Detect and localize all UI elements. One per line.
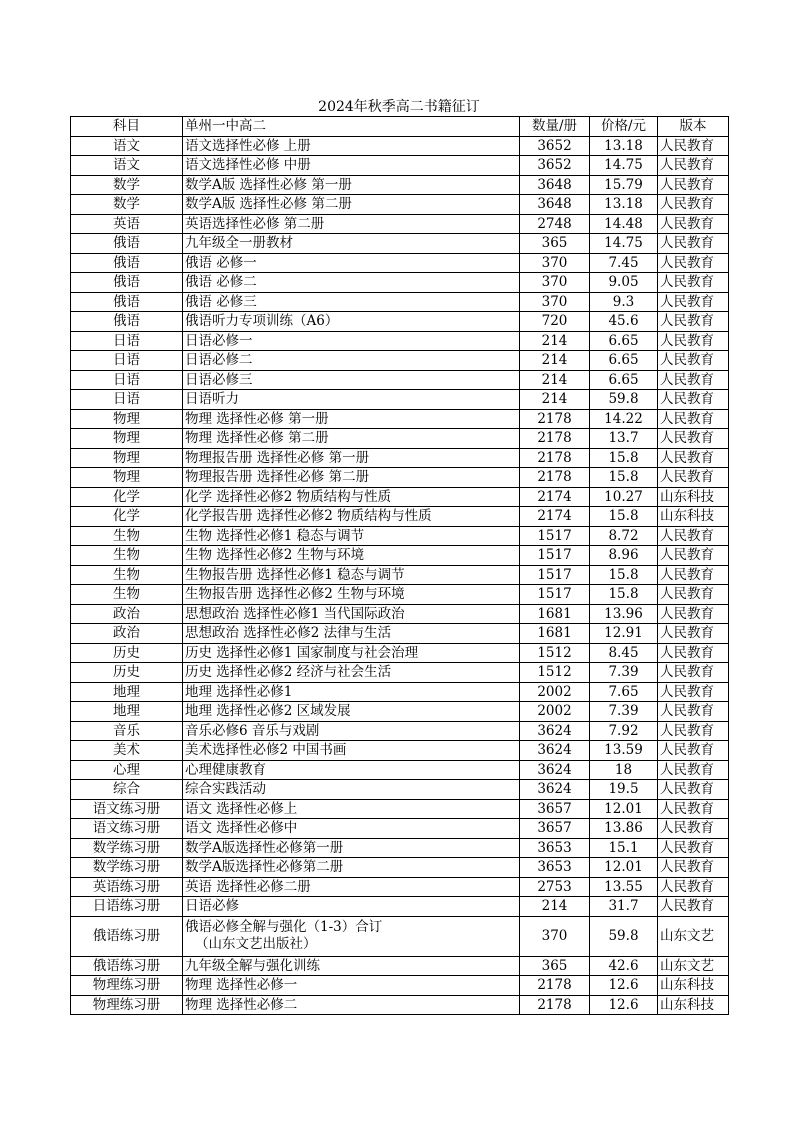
table-row: [71, 780, 729, 800]
price-cell: 9.05: [590, 273, 658, 293]
book-name-cell: 九年级全解与强化训练: [183, 956, 520, 976]
header-edition: 版本: [658, 117, 729, 137]
book-name-cell: 思想政治 选择性必修2 法律与生活: [183, 624, 520, 644]
edition-cell: 人民教育: [658, 643, 729, 663]
subject-cell: 英语练习册: [71, 877, 183, 897]
edition-cell: 山东科技: [658, 507, 729, 527]
book-name-cell: 日语必修三: [183, 370, 520, 390]
book-name-cell: 物理 选择性必修一: [183, 976, 520, 996]
book-name-cell: 物理 选择性必修 第二册: [183, 429, 520, 449]
subject-cell: 日语: [71, 370, 183, 390]
subject-cell: 政治: [71, 624, 183, 644]
quantity-cell: 1517: [520, 565, 590, 585]
quantity-cell: 3657: [520, 799, 590, 819]
quantity-cell: 2002: [520, 682, 590, 702]
book-name-cell: 日语听力: [183, 390, 520, 410]
subject-cell: 俄语: [71, 273, 183, 293]
quantity-cell: 2748: [520, 214, 590, 234]
price-cell: 12.6: [590, 976, 658, 996]
header-subject: 科目: [71, 117, 183, 137]
price-cell: 12.01: [590, 799, 658, 819]
price-cell: 15.8: [590, 448, 658, 468]
table-row: [71, 897, 729, 917]
quantity-cell: 3648: [520, 195, 590, 215]
price-cell: 9.3: [590, 292, 658, 312]
table-row: [71, 468, 729, 488]
table-row: [71, 448, 729, 468]
header-quantity: 数量/册: [520, 117, 590, 137]
price-cell: 6.65: [590, 351, 658, 371]
subject-cell: 心理: [71, 760, 183, 780]
quantity-cell: 3657: [520, 819, 590, 839]
book-name-cell: 日语必修一: [183, 331, 520, 351]
quantity-cell: 2753: [520, 877, 590, 897]
subject-cell: 数学: [71, 175, 183, 195]
book-name-cell: 数学A版选择性必修第一册: [183, 838, 520, 858]
subject-cell: 音乐: [71, 721, 183, 741]
table-row: [71, 546, 729, 566]
subject-cell: 历史: [71, 643, 183, 663]
edition-cell: 人民教育: [658, 721, 729, 741]
table-row: [71, 331, 729, 351]
edition-cell: 人民教育: [658, 624, 729, 644]
subject-cell: 历史: [71, 663, 183, 683]
book-name-cell: 物理报告册 选择性必修 第一册: [183, 448, 520, 468]
edition-cell: 人民教育: [658, 546, 729, 566]
price-cell: 8.45: [590, 643, 658, 663]
price-cell: 13.18: [590, 136, 658, 156]
table-row: [71, 819, 729, 839]
price-cell: 10.27: [590, 487, 658, 507]
subject-cell: 化学: [71, 487, 183, 507]
quantity-cell: 2178: [520, 995, 590, 1015]
price-cell: 13.86: [590, 819, 658, 839]
table-row: [71, 585, 729, 605]
table-row: [71, 604, 729, 624]
subject-cell: 日语练习册: [71, 897, 183, 917]
edition-cell: 人民教育: [658, 273, 729, 293]
price-cell: 13.55: [590, 877, 658, 897]
quantity-cell: 214: [520, 331, 590, 351]
price-cell: 14.22: [590, 409, 658, 429]
price-cell: 7.45: [590, 253, 658, 273]
price-cell: 14.48: [590, 214, 658, 234]
edition-cell: 人民教育: [658, 799, 729, 819]
edition-cell: 人民教育: [658, 351, 729, 371]
price-cell: 7.39: [590, 702, 658, 722]
book-name-cell: 语文选择性必修 上册: [183, 136, 520, 156]
book-name-cell: 地理 选择性必修2 区域发展: [183, 702, 520, 722]
table-row: [71, 624, 729, 644]
book-name-cell: 九年级全一册教材: [183, 234, 520, 254]
quantity-cell: 1517: [520, 585, 590, 605]
edition-cell: 山东科技: [658, 976, 729, 996]
quantity-cell: 370: [520, 916, 590, 956]
price-cell: 7.65: [590, 682, 658, 702]
edition-cell: 人民教育: [658, 370, 729, 390]
edition-cell: 人民教育: [658, 136, 729, 156]
table-row: [71, 702, 729, 722]
book-name-cell: 日语必修: [183, 897, 520, 917]
book-name-cell: 日语必修二: [183, 351, 520, 371]
subject-cell: 英语: [71, 214, 183, 234]
price-cell: 15.8: [590, 565, 658, 585]
subject-cell: 综合: [71, 780, 183, 800]
edition-cell: 人民教育: [658, 877, 729, 897]
table-row: [71, 663, 729, 683]
edition-cell: 人民教育: [658, 526, 729, 546]
subject-cell: 地理: [71, 702, 183, 722]
subject-cell: 生物: [71, 565, 183, 585]
edition-cell: 人民教育: [658, 858, 729, 878]
table-row: [71, 976, 729, 996]
book-name-cell: 数学A版 选择性必修 第一册: [183, 175, 520, 195]
book-name-cell: 数学A版选择性必修第二册: [183, 858, 520, 878]
subject-cell: 日语: [71, 390, 183, 410]
table-row: [71, 390, 729, 410]
price-cell: 59.8: [590, 916, 658, 956]
book-name-cell: 俄语 必修一: [183, 253, 520, 273]
quantity-cell: 2178: [520, 409, 590, 429]
book-name-cell: 俄语听力专项训练（A6）: [183, 312, 520, 332]
book-name-line-2: （山东文艺出版社）: [195, 936, 317, 952]
book-name-cell: 思想政治 选择性必修1 当代国际政治: [183, 604, 520, 624]
edition-cell: 人民教育: [658, 585, 729, 605]
subject-cell: 物理: [71, 448, 183, 468]
quantity-cell: 3652: [520, 156, 590, 176]
subject-cell: 数学: [71, 195, 183, 215]
book-name-cell: 俄语 必修三: [183, 292, 520, 312]
edition-cell: 人民教育: [658, 195, 729, 215]
table-row: [71, 643, 729, 663]
price-cell: 7.39: [590, 663, 658, 683]
table-row: [71, 487, 729, 507]
price-cell: 13.59: [590, 741, 658, 761]
quantity-cell: 720: [520, 312, 590, 332]
quantity-cell: 3624: [520, 780, 590, 800]
book-name-cell: 语文选择性必修 中册: [183, 156, 520, 176]
edition-cell: 人民教育: [658, 897, 729, 917]
table-row: [71, 916, 729, 956]
subject-cell: 语文练习册: [71, 819, 183, 839]
table-row: [71, 136, 729, 156]
table-row: [71, 234, 729, 254]
book-name-cell: 英语 选择性必修二册: [183, 877, 520, 897]
table-row: [71, 682, 729, 702]
table-row: [71, 526, 729, 546]
quantity-cell: 370: [520, 253, 590, 273]
subject-cell: 物理练习册: [71, 976, 183, 996]
price-cell: 31.7: [590, 897, 658, 917]
table-row: [71, 195, 729, 215]
quantity-cell: 2174: [520, 507, 590, 527]
edition-cell: 人民教育: [658, 838, 729, 858]
edition-cell: 人民教育: [658, 468, 729, 488]
table-row: [71, 409, 729, 429]
price-cell: 19.5: [590, 780, 658, 800]
price-cell: 13.18: [590, 195, 658, 215]
edition-cell: 人民教育: [658, 253, 729, 273]
quantity-cell: 1681: [520, 604, 590, 624]
subject-cell: 生物: [71, 526, 183, 546]
quantity-cell: 1512: [520, 663, 590, 683]
quantity-cell: 3648: [520, 175, 590, 195]
subject-cell: 生物: [71, 546, 183, 566]
price-cell: 15.79: [590, 175, 658, 195]
edition-cell: 人民教育: [658, 312, 729, 332]
subject-cell: 日语: [71, 331, 183, 351]
edition-cell: 人民教育: [658, 429, 729, 449]
price-cell: 6.65: [590, 331, 658, 351]
book-name-cell: 历史 选择性必修1 国家制度与社会治理: [183, 643, 520, 663]
subject-cell: 物理练习册: [71, 995, 183, 1015]
table-row: [71, 175, 729, 195]
subject-cell: 俄语练习册: [71, 916, 183, 956]
book-name-cell: 英语选择性必修 第二册: [183, 214, 520, 234]
edition-cell: 人民教育: [658, 604, 729, 624]
table-row: [71, 253, 729, 273]
subject-cell: 语文: [71, 136, 183, 156]
quantity-cell: 2178: [520, 468, 590, 488]
subject-cell: 物理: [71, 468, 183, 488]
subject-cell: 化学: [71, 507, 183, 527]
quantity-cell: 3624: [520, 760, 590, 780]
subject-cell: 语文练习册: [71, 799, 183, 819]
subject-cell: 地理: [71, 682, 183, 702]
price-cell: 42.6: [590, 956, 658, 976]
subject-cell: 物理: [71, 429, 183, 449]
book-name-cell: 物理 选择性必修 第一册: [183, 409, 520, 429]
subject-cell: 日语: [71, 351, 183, 371]
table-row: [71, 370, 729, 390]
table-row: [71, 292, 729, 312]
price-cell: 45.6: [590, 312, 658, 332]
book-name-cell: 心理健康教育: [183, 760, 520, 780]
edition-cell: 人民教育: [658, 292, 729, 312]
edition-cell: 人民教育: [658, 565, 729, 585]
table-row: [71, 351, 729, 371]
book-name-cell: 美术选择性必修2 中国书画: [183, 741, 520, 761]
header-school: 单州一中高二: [183, 117, 520, 137]
table-row: [71, 312, 729, 332]
quantity-cell: 3652: [520, 136, 590, 156]
table-row: [71, 565, 729, 585]
subject-cell: 俄语: [71, 312, 183, 332]
quantity-cell: 365: [520, 234, 590, 254]
table-row: [71, 273, 729, 293]
page-title: 2024年秋季高二书籍征订: [318, 99, 480, 115]
subject-cell: 数学练习册: [71, 858, 183, 878]
subject-cell: 俄语: [71, 234, 183, 254]
price-cell: 12.91: [590, 624, 658, 644]
book-name-cell: 音乐必修6 音乐与戏剧: [183, 721, 520, 741]
table-row: [71, 995, 729, 1015]
quantity-cell: 214: [520, 390, 590, 410]
book-name-line-1: 俄语必修全解与强化（1-3）合订: [185, 919, 383, 935]
book-name-cell: 地理 选择性必修1: [183, 682, 520, 702]
book-name-cell: 化学报告册 选择性必修2 物质结构与性质: [183, 507, 520, 527]
quantity-cell: 3653: [520, 858, 590, 878]
edition-cell: 人民教育: [658, 331, 729, 351]
edition-cell: 山东科技: [658, 487, 729, 507]
table-row: [71, 214, 729, 234]
edition-cell: 人民教育: [658, 409, 729, 429]
edition-cell: 人民教育: [658, 214, 729, 234]
subject-cell: 语文: [71, 156, 183, 176]
edition-cell: 人民教育: [658, 819, 729, 839]
price-cell: 8.96: [590, 546, 658, 566]
subject-cell: 物理: [71, 409, 183, 429]
edition-cell: 人民教育: [658, 682, 729, 702]
price-cell: 12.6: [590, 995, 658, 1015]
table-row: [71, 799, 729, 819]
book-name-cell: 化学 选择性必修2 物质结构与性质: [183, 487, 520, 507]
quantity-cell: 370: [520, 292, 590, 312]
quantity-cell: 3653: [520, 838, 590, 858]
header-price: 价格/元: [590, 117, 658, 137]
edition-cell: 人民教育: [658, 702, 729, 722]
book-name-cell: 语文 选择性必修中: [183, 819, 520, 839]
price-cell: 12.01: [590, 858, 658, 878]
edition-cell: 人民教育: [658, 156, 729, 176]
quantity-cell: 1517: [520, 546, 590, 566]
quantity-cell: 1517: [520, 526, 590, 546]
table-row: [71, 760, 729, 780]
price-cell: 7.92: [590, 721, 658, 741]
subject-cell: 俄语练习册: [71, 956, 183, 976]
book-name-cell: 历史 选择性必修2 经济与社会生活: [183, 663, 520, 683]
edition-cell: 山东文艺: [658, 956, 729, 976]
price-cell: 14.75: [590, 234, 658, 254]
book-name-cell: 生物报告册 选择性必修2 生物与环境: [183, 585, 520, 605]
price-cell: 6.65: [590, 370, 658, 390]
subject-cell: 政治: [71, 604, 183, 624]
book-name-cell: 生物 选择性必修2 生物与环境: [183, 546, 520, 566]
edition-cell: 山东文艺: [658, 916, 729, 956]
table-row: [71, 507, 729, 527]
price-cell: 13.96: [590, 604, 658, 624]
table-row: [71, 429, 729, 449]
price-cell: 15.1: [590, 838, 658, 858]
quantity-cell: 365: [520, 956, 590, 976]
book-name-cell: 生物报告册 选择性必修1 稳态与调节: [183, 565, 520, 585]
edition-cell: 人民教育: [658, 663, 729, 683]
subject-cell: 生物: [71, 585, 183, 605]
price-cell: 13.7: [590, 429, 658, 449]
quantity-cell: 2178: [520, 448, 590, 468]
price-cell: 59.8: [590, 390, 658, 410]
book-name-cell: 物理报告册 选择性必修 第二册: [183, 468, 520, 488]
quantity-cell: 370: [520, 273, 590, 293]
price-cell: 15.8: [590, 507, 658, 527]
book-name-cell: 俄语 必修二: [183, 273, 520, 293]
table-body: [71, 117, 729, 1015]
book-order-table: [70, 116, 729, 1015]
table-row: [71, 838, 729, 858]
quantity-cell: 214: [520, 351, 590, 371]
quantity-cell: 3624: [520, 741, 590, 761]
table-row: [71, 721, 729, 741]
quantity-cell: 2002: [520, 702, 590, 722]
price-cell: 15.8: [590, 585, 658, 605]
price-cell: 14.75: [590, 156, 658, 176]
edition-cell: 人民教育: [658, 390, 729, 410]
quantity-cell: 2174: [520, 487, 590, 507]
edition-cell: 山东科技: [658, 995, 729, 1015]
book-name-cell: 生物 选择性必修1 稳态与调节: [183, 526, 520, 546]
price-cell: 15.8: [590, 468, 658, 488]
table-row: [71, 858, 729, 878]
quantity-cell: 3624: [520, 721, 590, 741]
price-cell: 18: [590, 760, 658, 780]
edition-cell: 人民教育: [658, 760, 729, 780]
edition-cell: 人民教育: [658, 780, 729, 800]
edition-cell: 人民教育: [658, 448, 729, 468]
edition-cell: 人民教育: [658, 234, 729, 254]
subject-cell: 数学练习册: [71, 838, 183, 858]
quantity-cell: 2178: [520, 976, 590, 996]
edition-cell: 人民教育: [658, 741, 729, 761]
book-name-cell: [183, 916, 520, 956]
book-name-cell: 语文 选择性必修上: [183, 799, 520, 819]
subject-cell: 美术: [71, 741, 183, 761]
price-cell: 8.72: [590, 526, 658, 546]
quantity-cell: 1512: [520, 643, 590, 663]
subject-cell: 俄语: [71, 292, 183, 312]
book-name-cell: 数学A版 选择性必修 第二册: [183, 195, 520, 215]
quantity-cell: 1681: [520, 624, 590, 644]
table-row: [71, 956, 729, 976]
book-name-cell: 物理 选择性必修二: [183, 995, 520, 1015]
quantity-cell: 2178: [520, 429, 590, 449]
table-row: [71, 156, 729, 176]
quantity-cell: 214: [520, 370, 590, 390]
quantity-cell: 214: [520, 897, 590, 917]
table-row: [71, 877, 729, 897]
table-row: [71, 741, 729, 761]
table-header-row: [71, 117, 729, 137]
edition-cell: 人民教育: [658, 175, 729, 195]
book-name-cell: 综合实践活动: [183, 780, 520, 800]
subject-cell: 俄语: [71, 253, 183, 273]
